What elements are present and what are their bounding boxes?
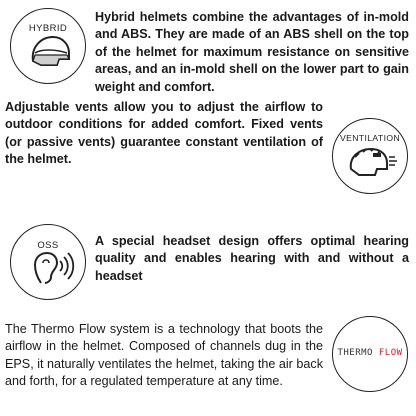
oss-badge-label: OSS bbox=[37, 240, 59, 251]
oss-description: A special headset design offers optimal hearing quality and enables hearing with and without a headset bbox=[95, 234, 409, 283]
thermo-flow-label-flow: FLOW bbox=[378, 348, 403, 358]
thermo-flow-label-thermo: THERMO bbox=[337, 348, 373, 358]
ventilation-badge-label: VENTILATION bbox=[339, 133, 401, 143]
hybrid-description: Hybrid helmets combine the advantages of in-mold and ABS. They are made of an ABS shell on the top of the helmet for maximum resistance on sensitive areas, and an in-mold shell on the lower part to gain weight and comfort. bbox=[95, 10, 409, 94]
feature-oss bbox=[0, 206, 416, 312]
hybrid-helmet-icon bbox=[11, 9, 87, 85]
feature-ventilation bbox=[0, 96, 416, 206]
feature-thermo-flow bbox=[0, 312, 416, 416]
oss-ear-icon bbox=[11, 225, 87, 301]
ventilation-helmet-icon bbox=[333, 119, 409, 195]
feature-hybrid bbox=[0, 0, 416, 96]
ventilation-description: Adjustable vents allow you to adjust the airflow to outdoor conditions for added comfort. Fixed vents (or passive vents) guarantee constant ventilation of the helmet. bbox=[5, 100, 323, 167]
oss-badge bbox=[10, 224, 86, 300]
thermo-flow-description: The Thermo Flow system is a technology that boots the airflow in the helmet. Composed of channels dug in the EPS, it naturally ventilates the helmet, taking the air back and forth, for a regulated temperature at any time. bbox=[5, 322, 323, 389]
hybrid-badge bbox=[10, 8, 86, 84]
ventilation-badge bbox=[332, 118, 408, 194]
thermo-flow-icon bbox=[333, 348, 407, 358]
hybrid-badge-label: HYBRID bbox=[28, 23, 68, 34]
thermo-flow-badge bbox=[332, 316, 408, 392]
